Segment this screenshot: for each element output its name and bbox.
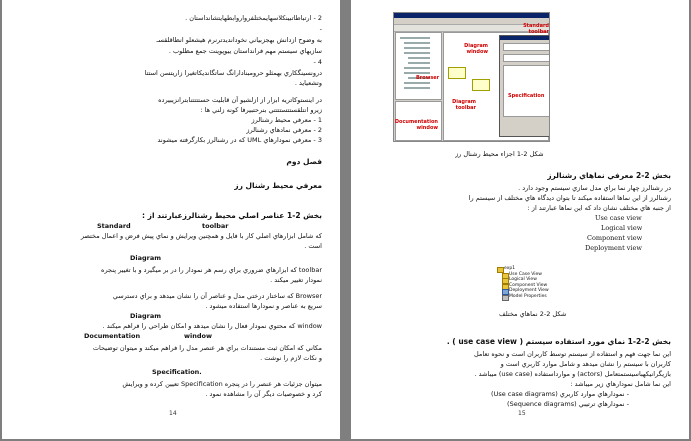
rational-rose-screenshot xyxy=(393,12,550,142)
item-text: Browser كه ساختار درختي مدل و عناصر آن را نشان ميدهد و براي دسترسي xyxy=(112,292,322,300)
text-line: به وضوح ازدانش بهجزبياني نخودانديدترنرم هيشعلو انظاقلقسـ xyxy=(156,36,322,44)
text-line: - xyxy=(319,25,322,33)
tree-node: Logical View xyxy=(500,277,547,283)
label-diagram-toolbar: Diagram toolbar xyxy=(452,99,476,111)
text-line: 2 - ارتباطاتبينكلاسهايمختلفرواروابطهايتشانداستان . xyxy=(185,14,322,22)
label-browser: Browser xyxy=(416,75,440,81)
item-text: window كه محتوي نمودار فعال را نشان ميدهد و امكان طراحي را فراهم ميكند . xyxy=(102,322,322,330)
term-toolbar: toolbar xyxy=(202,222,229,230)
properties-icon xyxy=(502,295,509,301)
item-text: كه شامل ابزارهاي اصلي كار با فايل و همچنين ويرايش و نماي پيش فرض و اعمال مختصر xyxy=(80,232,322,240)
view-item: Use case view xyxy=(595,214,642,222)
section-heading: بخش 2-2-1 نماي مورد استفاده سيستم ( use case view ) . xyxy=(446,338,671,346)
left-page xyxy=(2,0,340,439)
item-text: مكاني كه امكان ثبت مستندات براي هر عنصر مدل را فراهم ميكند و ميتوان توضيحات xyxy=(92,344,322,352)
view-item: Logical view xyxy=(601,224,643,232)
tree-node: Component View xyxy=(500,283,547,289)
item-text: ميتوان جزئيات هر عنصر را در پنجره Specification تعيين كرده و ويرايش xyxy=(122,380,322,388)
label-documentation-window: Documentation window xyxy=(394,119,438,131)
text-line: كاربران با سيستم را نشان ميدهد و شامل موارد كاربري است و xyxy=(500,360,671,368)
item-text: و نكات لازم را نوشت . xyxy=(260,354,322,362)
chapter-title: معرفي محيط رشنال رز xyxy=(234,182,322,190)
text-line: 4 - xyxy=(313,58,322,66)
tree-node: Deployment View xyxy=(500,288,547,294)
label-specification: Specification xyxy=(508,93,545,99)
text-line: اين نما شامل نمودارهاي زير ميباشد : xyxy=(570,380,671,388)
item-text: كرد و خصوصيات ديگر آن را مشاهده نمود . xyxy=(205,390,322,398)
term-diagram: Diagram xyxy=(130,254,162,262)
item-text: است . xyxy=(304,242,322,250)
class-box xyxy=(472,79,490,91)
class-box xyxy=(448,67,466,79)
text-line: در رشنالرز چهار نما براي مدل سازي سيستم وجود دارد . xyxy=(518,184,671,192)
label-diagram-window: Diagram window xyxy=(464,43,488,55)
page-number: 15 xyxy=(518,410,526,417)
text-line: سازيهاي سيستم مهم فرانداستان ييوپوينت جمع مظلوب . xyxy=(168,47,322,55)
browser-pane xyxy=(395,32,442,100)
text-line: از جنبه هاي مختلف نشان داد كه اين نماها عبارتند از : xyxy=(527,204,671,212)
view-item: Deployment view xyxy=(585,244,642,252)
tree-node: Use Case View xyxy=(500,272,547,278)
figure-caption: شكل 2-2 نماهاي مختلف xyxy=(499,310,567,318)
section-heading: بخش 2-2 معرفي نماهاي رشنالرز xyxy=(547,172,671,180)
view-item: Component view xyxy=(587,234,643,242)
diagram-item: - نمودارهاي ترتيبي (Sequence diagrams) xyxy=(507,400,629,408)
tree-root: exp1 xyxy=(495,266,547,272)
text-line: بازيگرانيكهباسيستمتعامل (actors) و موارداستفاده (use case) ميباشد . xyxy=(474,370,671,378)
views-tree-figure xyxy=(495,266,547,306)
right-page xyxy=(351,0,689,439)
chapter-heading: فصل دوم xyxy=(286,158,322,166)
tree-node: Model Properties xyxy=(500,294,547,300)
diagram-item: - نمودارهاي موارد كاربري (Use case diagrams) xyxy=(491,390,629,398)
item-text: toolbar كه ابزارهاي ضروري براي رسم هر نمودار را در بر ميگيرد و با تغيير پنجره xyxy=(101,266,322,274)
list-item: 2 - معرفي نمادهاي رشنالرز xyxy=(246,126,322,134)
term-window: window xyxy=(184,332,212,340)
text-line: اين نما جهت فهم و استفاده از سيستم توسط كاربران است و نحوه تعامل xyxy=(474,350,671,358)
term-standard: Standard xyxy=(97,222,131,230)
section-heading: بخش 2-1 عناصر اصلي محيط رشنالرزعبارتند از : xyxy=(142,212,322,220)
text-line: در اينستوكاتريه ابزار از ازلشيو آن قابليت حستتتتنابترانزيبيرده xyxy=(158,96,322,104)
list-item: 3 - معرفي نمودارهاي UML كه در رشنالرز بكارگرفته ميشوند xyxy=(157,136,322,144)
term-documentation: Documentation xyxy=(84,332,141,340)
item-text: نمودار تغيير ميكند . xyxy=(270,276,322,284)
figure-caption: شكل 2-1 اجزاء محيط رشنال رز xyxy=(455,150,544,158)
text-line: درونسينگكاري بهمثلو حرومبنادارانگ ساتگانديكاتغيرا زاريتسن استتا xyxy=(144,69,322,77)
term-diagram: Diagram xyxy=(130,312,162,320)
text-line: زيرو انتلقستتستتتتي بنرحتبيرفا كونه زلني ها : xyxy=(200,106,322,114)
label-standard-toolbar: Standard toolbar xyxy=(523,23,549,35)
item-text: سريع به عناصر و نمودارها استفاده ميشود . xyxy=(205,302,322,310)
term-specification: Specification. xyxy=(152,368,202,376)
page-number: 14 xyxy=(169,410,177,417)
text-line: رشنالرز از اين نماها استفاده ميكند تا بتوان ديدگاه هاي مختلف از سيستم را xyxy=(468,194,671,202)
specification-dialog xyxy=(499,35,550,137)
list-item: 1 - معرفي محيط رشنالرز xyxy=(251,116,322,124)
text-line: وتشعيايد . xyxy=(294,79,322,87)
